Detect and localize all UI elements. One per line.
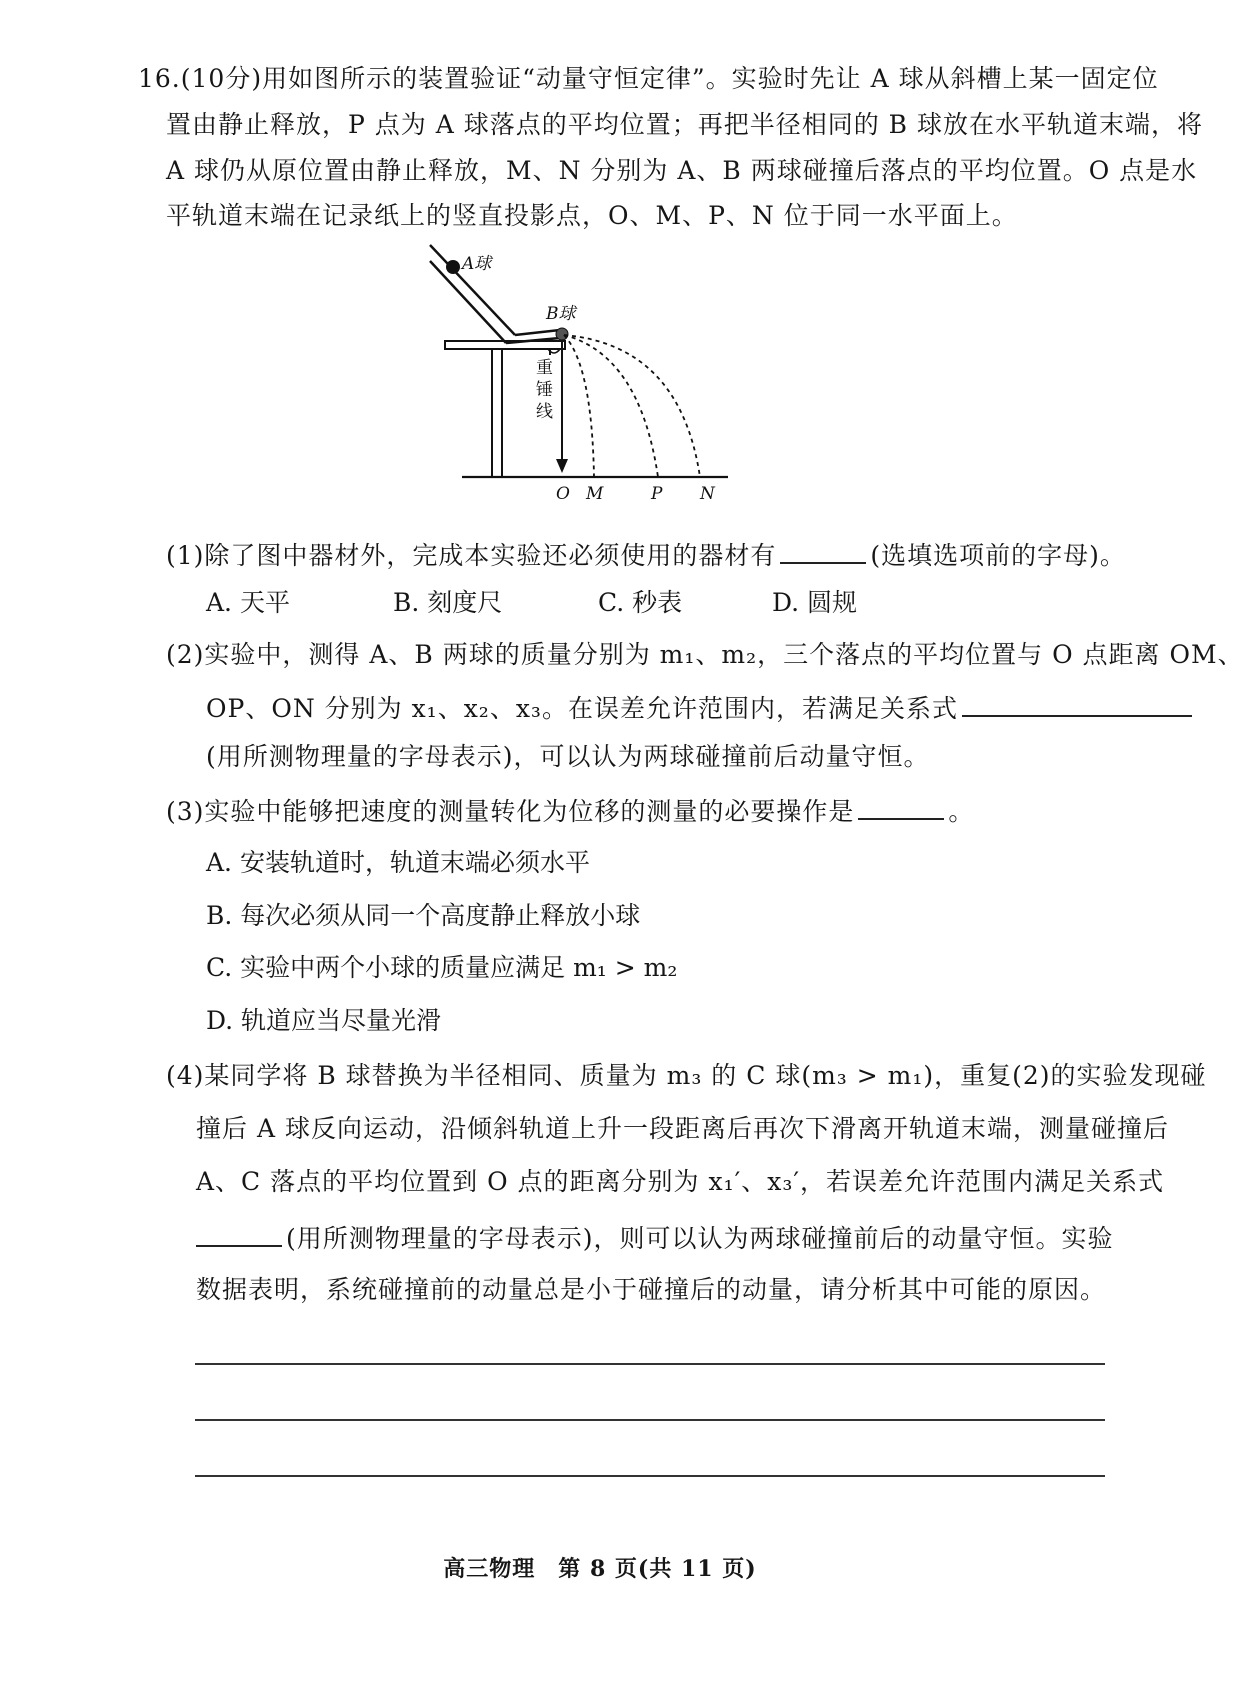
point-m-label: M (586, 484, 604, 504)
q4-line-2: 撞后 A 球反向运动，沿倾斜轨道上升一段距离后再次下滑离开轨道末端，测量碰撞后 (196, 1114, 1169, 1143)
q2-line-3: (用所测物理量的字母表示)，可以认为两球碰撞前后动量守恒。 (206, 742, 930, 771)
q4-line-5: 数据表明，系统碰撞前的动量总是小于碰撞后的动量，请分析其中可能的原因。 (196, 1275, 1107, 1304)
plumb-label-2: 锤 (536, 380, 553, 400)
ball-b (556, 328, 568, 340)
trajectory-n (564, 335, 700, 477)
question-line-1: 16.(10分)用如图所示的装置验证“动量守恒定律”。实验时先让 A 球从斜槽上某一固定位 (138, 64, 1159, 93)
q1-option-b: B. 刻度尺 (393, 588, 503, 617)
point-o-label: O (556, 484, 570, 504)
q4-text: (用所测物理量的字母表示)，则可以认为两球碰撞前后的动量守恒。实验 (286, 1224, 1114, 1253)
experiment-figure (462, 254, 820, 505)
question-line-3: A 球仍从原位置由静止释放，M、N 分别为 A、B 两球碰撞后落点的平均位置。O 点是水 (166, 156, 1198, 185)
q3-text-after: 。 (948, 797, 975, 826)
q2-answer-blank[interactable] (962, 689, 1192, 717)
q2-line-1: (2)实验中，测得 A、B 两球的质量分别为 m₁、m₂，三个落点的平均位置与 O 点距离 OM、 (166, 640, 1244, 669)
q1-text: (1)除了图中器材外，完成本实验还必须使用的器材有 (166, 541, 777, 570)
q1-text-after: (选填选项前的字母)。 (870, 541, 1126, 570)
q4-line-3: A、C 落点的平均位置到 O 点的距离分别为 x₁′、x₃′，若误差允许范围内满足关系式 (196, 1167, 1165, 1196)
point-n-label: N (700, 484, 715, 504)
q3-option-b: B. 每次必须从同一个高度静止释放小球 (206, 901, 641, 930)
trajectories (564, 335, 700, 477)
answer-line-3[interactable] (195, 1475, 1105, 1477)
q4-answer-blank[interactable] (196, 1219, 282, 1247)
point-p-label: P (651, 484, 663, 504)
page-footer: 高三物理 第 8 页(共 11 页) (443, 1556, 757, 1582)
q3-option-d: D. 轨道应当尽量光滑 (206, 1006, 442, 1035)
ball-b-label: B球 (546, 304, 576, 324)
q1-option-c: C. 秒表 (598, 588, 683, 617)
q3-text: (3)实验中能够把速度的测量转化为位移的测量的必要操作是 (166, 797, 855, 826)
plumb-label-1: 重 (536, 358, 553, 378)
question-line-4: 平轨道末端在记录纸上的竖直投影点，O、M、P、N 位于同一水平面上。 (166, 201, 1018, 230)
trajectory-p (564, 335, 658, 477)
q3-answer-blank[interactable] (858, 792, 944, 820)
q1-line (166, 536, 1126, 573)
trajectory-m (564, 335, 594, 477)
q3-option-a: A. 安装轨道时，轨道末端必须水平 (206, 848, 590, 877)
q4-line-4 (196, 1219, 1114, 1256)
q1-option-a: A. 天平 (206, 588, 290, 617)
ball-a-label: A球 (462, 254, 492, 274)
plumb-arrow (556, 459, 568, 473)
plumb-label-3: 线 (536, 402, 553, 422)
q1-answer-blank[interactable] (780, 536, 866, 564)
question-line-2: 置由静止释放，P 点为 A 球落点的平均位置；再把半径相同的 B 球放在水平轨道末端，将 (166, 110, 1203, 139)
q2-text: OP、ON 分别为 x₁、x₂、x₃。在误差允许范围内，若满足关系式 (206, 694, 958, 723)
q3-option-c: C. 实验中两个小球的质量应满足 m₁ > m₂ (206, 953, 678, 982)
answer-line-1[interactable] (195, 1363, 1105, 1365)
q3-line (166, 792, 974, 829)
q4-line-1: (4)某同学将 B 球替换为半径相同、质量为 m₃ 的 C 球(m₃ > m₁)，重复(2)的实验发现碰 (166, 1061, 1207, 1090)
ball-a (446, 260, 460, 274)
q2-line-2 (206, 689, 1196, 726)
q1-option-d: D. 圆规 (772, 588, 858, 617)
answer-line-2[interactable] (195, 1419, 1105, 1421)
